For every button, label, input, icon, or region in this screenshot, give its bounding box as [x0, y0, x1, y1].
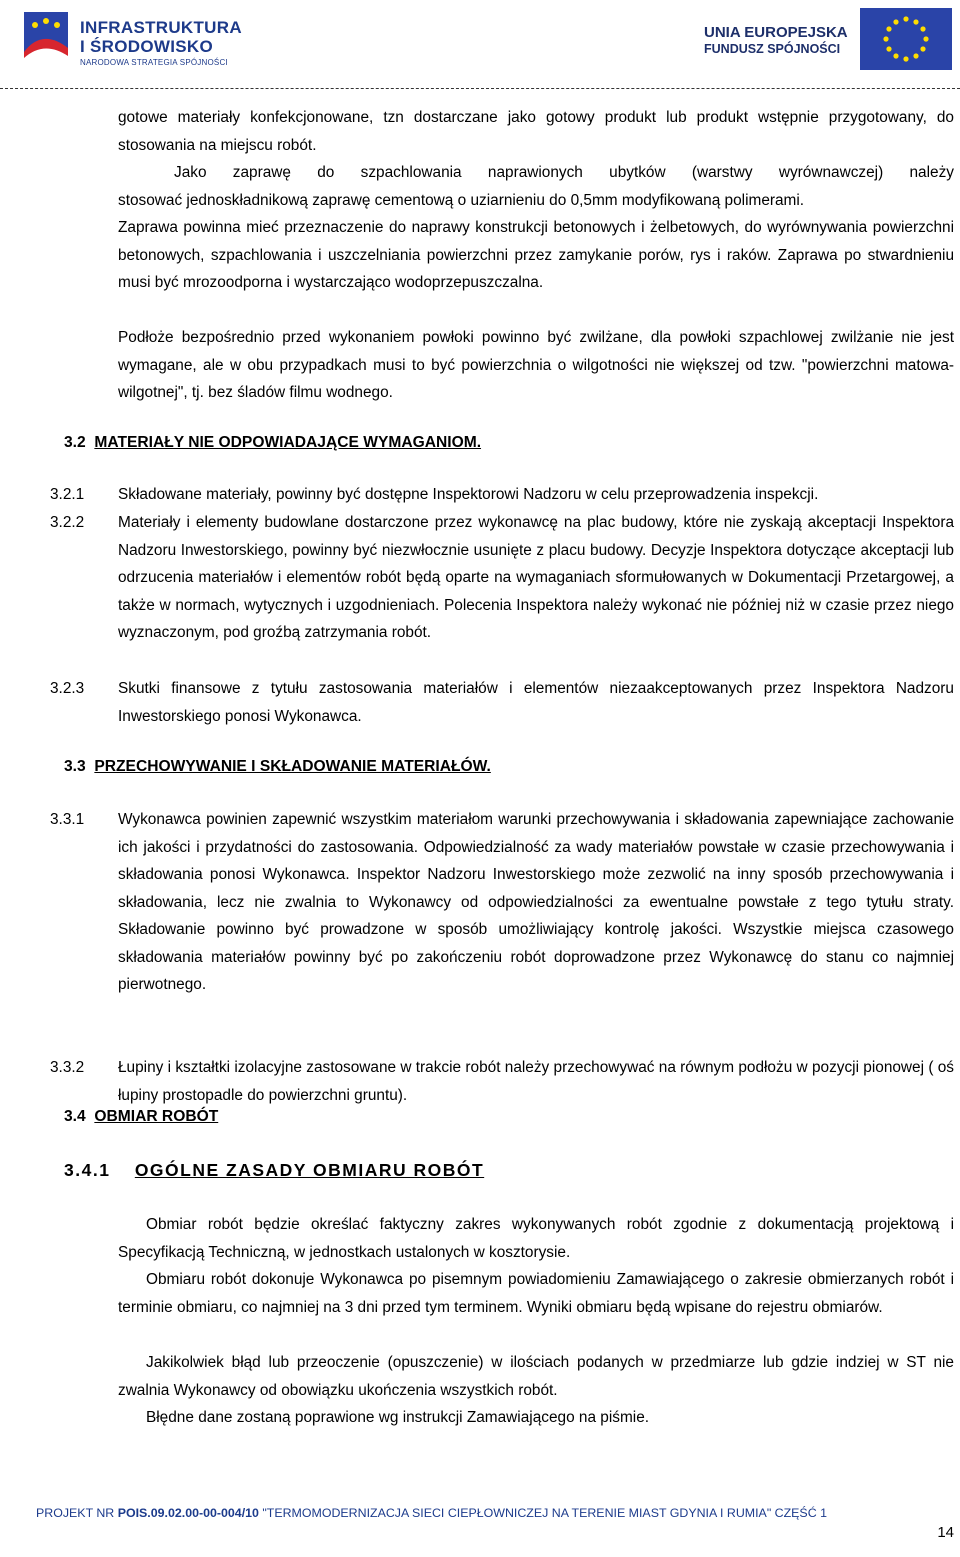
intro-paragraph-2: [118, 159, 954, 214]
emblem-star: [54, 22, 60, 28]
left-logo-title: INFRASTRUKTURA: [80, 18, 242, 37]
subsection-3-4-1-heading: [64, 1160, 484, 1181]
intro-paragraph-1: gotowe materiały konfekcjonowane, tzn dostarczane jako gotowy produkt lub produkt wstępnie przygotowany, do stosowania na miejscu robót.: [118, 109, 954, 154]
item-number: 3.2.1: [50, 486, 85, 503]
obmiar-paragraph: Obmiaru robót dokonuje Wykonawca po pisemnym powiadomieniu Zamawiającego o zakresie obmierzanych robót i terminie obmiaru, co najmniej na 3 dni przed tym terminem. Wyniki obmiaru będą wpisane do rejestru obmiarów.: [118, 1271, 954, 1316]
header-divider: [0, 88, 960, 89]
section-title: MATERIAŁY NIE ODPOWIADAJĄCE WYMAGANIOM.: [94, 434, 482, 451]
eu-logo: [698, 8, 954, 72]
obmiar-paragraph: Błędne dane zostaną poprawione wg instrukcji Zamawiającego na piśmie.: [146, 1409, 650, 1426]
subsection-number: 3.4.1: [64, 1160, 111, 1180]
left-logo-subtitle: I ŚRODOWISKO: [80, 37, 213, 56]
emblem-star: [43, 18, 49, 24]
left-logo-tagline: NARODOWA STRATEGIA SPÓJNOŚCI: [80, 58, 228, 67]
obmiar-paragraph: Obmiar robót będzie określać faktyczny zakres wykonywanych robót zgodnie z dokumentacją projektową i Specyfikacją Techniczną, w jednostkach ustalonych w kosztorysie.: [118, 1216, 954, 1261]
footer-project-info: [36, 1506, 827, 1520]
intro-paragraph-3: Zaprawa powinna mieć przeznaczenie do naprawy konstrukcji betonowych i żelbetowych, do wyrównywania powierzchni betonowych, szpachlowania i uszczelniania powierzchni przez zamykanie porów, rys i raków. Zaprawa po stwardnieniu musi być mrozoodporna i wystarczająco wodoprzepuszczalna.: [118, 219, 954, 291]
item-text: Łupiny i kształtki izolacyjne zastosowane w trakcie robót należy przechowywać na równym podłożu w pozycji pionowej ( oś łupiny prostopadle do powierzchni gruntu).: [118, 1059, 954, 1104]
section-3-2-heading: [64, 434, 481, 452]
page-number: 14: [937, 1524, 954, 1541]
subsection-title: OGÓLNE ZASADY OBMIARU ROBÓT: [134, 1160, 485, 1180]
item-text: Materiały i elementy budowlane dostarczone przez wykonawcę na plac budowy, które nie zyskają akceptacji Inspektora Nadzoru Inwestorskiego, powinny być niezwłocznie usunięte z placu budowy. Decyzje Inspektora dotyczące akceptacji lub odrzucenia materiałów i elementów robót będą oparte na wymaganiach sformułowanych w Dokumentacji Przetargowej, a także w normach, wytycznych i uzgodnieniach. Polecenia Inspektora należy wykonać nie później niż w czasie przez niego wyznaczonym, pod groźbą zatrzymania robót.: [118, 514, 954, 641]
footer-prefix: PROJEKT NR: [36, 1506, 118, 1520]
intro-paragraph-2-first-line: Jako zaprawę do szpachlowania naprawionych ubytków (warstwy wyrównawczej) należy: [174, 164, 954, 181]
item-text: Wykonawca powinien zapewnić wszystkim materiałom warunki przechowywania i składowania zapewniające zachowanie ich jakości i przydatności do zastosowania. Odpowiedzialność za wady materiałów powstałe w czasie przechowywania i składowania ponosi Wykonawca. Inspektor Nadzoru Inwestorskiego może zezwolić na inny sposób przechowywania i składowania, lecz nie zwalnia to Wykonawcy od odpowiedzialności za ewentualne powstałe z tego tytułu straty. Składowanie powinno być prowadzone w sposób umożliwiający kontrolę jakości. Wszystkie miejsca czasowego składowania materiałów powinny być po zakończeniu robót doprowadzone przez Wykonawcę do stanu co najmniej pierwotnego.: [118, 811, 954, 993]
eu-logo-subtitle: FUNDUSZ SPÓJNOŚCI: [704, 42, 841, 56]
section-number: 3.2: [64, 434, 86, 451]
item-number: 3.3.1: [50, 811, 85, 828]
section-title: OBMIAR ROBÓT: [94, 1108, 219, 1125]
section-3-3-heading: [64, 758, 491, 776]
item-text: Skutki finansowe z tytułu zastosowania materiałów i elementów niezaakceptowanych przez Inspektora Nadzoru Inwestorskiego ponosi Wykonawca.: [118, 680, 954, 725]
item-number: 3.2.3: [50, 680, 85, 697]
infrastruktura-emblem-icon: [18, 8, 74, 70]
intro-paragraph-4: Podłoże bezpośrednio przed wykonaniem powłoki powinno być zwilżane, dla powłoki szpachlowej zwilżanie nie jest wymagane, ale w obu przypadkach musi to być powierzchnia o wilgotności nie większej od tzw. "powierzchni matowa-wilgotnej", tj. bez śladów filmu wodnego.: [118, 329, 954, 401]
section-3-4-heading: [64, 1108, 218, 1126]
emblem-star: [32, 22, 38, 28]
footer-project-title: "TERMOMODERNIZACJA SIECI CIEPŁOWNICZEJ NA TERENIE MIAST GDYNIA I RUMIA" CZĘŚĆ 1: [258, 1506, 827, 1520]
section-number: 3.3: [64, 758, 86, 775]
intro-paragraph-2-rest: stosować jednoskładnikową zaprawę cementową o uziarnieniu do 0,5mm modyfikowaną polimerami.: [118, 191, 805, 209]
footer-project-number: POIS.09.02.00-00-004/10: [117, 1506, 259, 1520]
item-text: Składowane materiały, powinny być dostępne Inspektorowi Nadzoru w celu przeprowadzenia inspekcji.: [118, 486, 819, 503]
eu-flag-icon: [860, 8, 952, 70]
item-number: 3.3.2: [50, 1059, 85, 1076]
infrastruktura-logo: [18, 8, 248, 70]
item-number: 3.2.2: [50, 514, 85, 531]
eu-logo-title: UNIA EUROPEJSKA: [704, 24, 848, 41]
section-number: 3.4: [64, 1108, 86, 1125]
section-title: PRZECHOWYWANIE I SKŁADOWANIE MATERIAŁÓW.: [94, 758, 491, 775]
obmiar-paragraph: Jakikolwiek błąd lub przeoczenie (opuszczenie) w ilościach podanych w przedmiarze lub gdzie indziej w ST nie zwalnia Wykonawcy od obowiązku ukończenia wszystkich robót.: [118, 1354, 954, 1399]
